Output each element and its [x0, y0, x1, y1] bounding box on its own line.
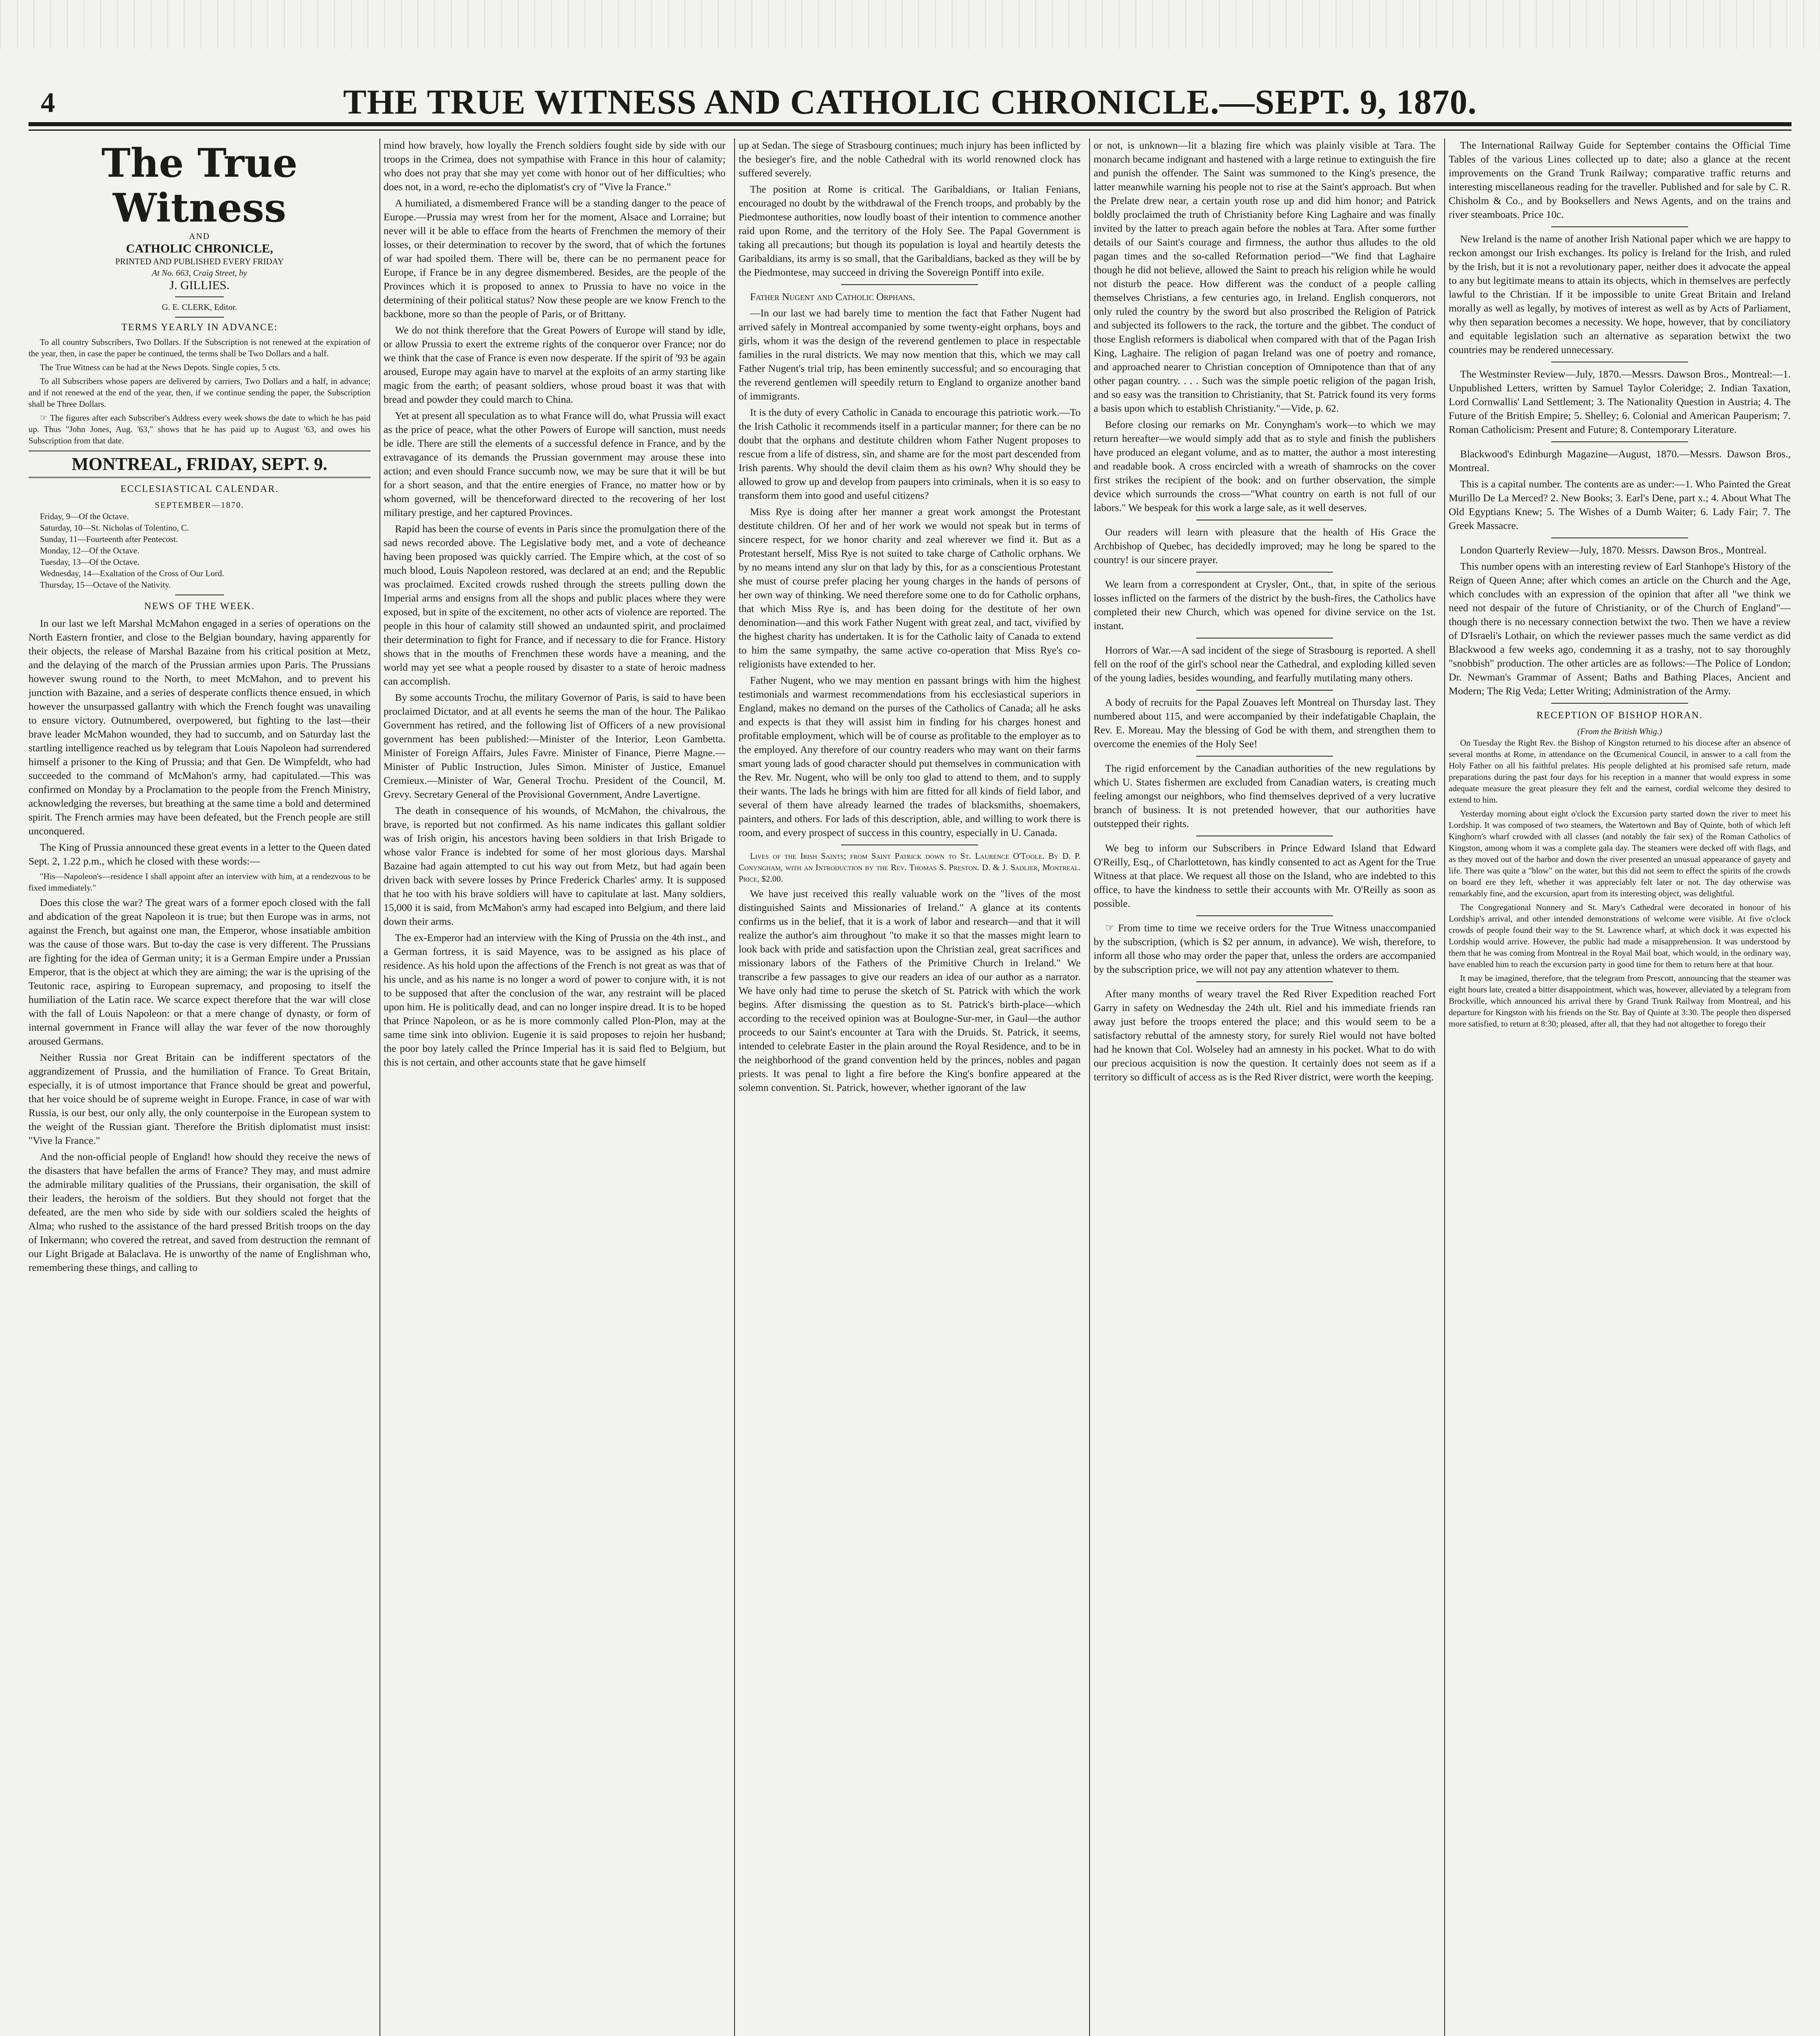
- divider: [175, 296, 224, 297]
- article-paragraph: After many months of weary travel the Red River Expedition reached Fort Garry in safety on Wednesday the 24th ult. Riel and his immediate friends ran away just before the troops entered the place; and this would seem to be a satisfactory rebuttal of the amnesty story, for surely Riel would not have bolted had he known that Col. Wolseley had an amnesty in his pocket. What to do with our precious acquisition is now the question. It certainly does not seem as if a territory so difficult of access as is the Red River district, were worth the keeping.: [1094, 988, 1436, 1083]
- article-paragraph: This number opens with an interesting review of Earl Stanhope's History of the Reign of Queen Anne; after which comes an article on the Church and the Age, which concludes with an expression of the opinion that after all "we think we need not despair of the future of Christianity, or of the Church of England"—though there is no necessary connection betwixt the two. Then we have a review of D'Israeli's Lothair, on which the reviewer passes much the same verdict as did Blackwood a few weeks ago, condemning it as a trashy, not to say thoroughly "snobbish" production. The other articles are as follows:—The Police of London; Dr. Newman's Grammar of Assent; Baths and Bathing Places, Ancient and Modern; The Rig Veda; Letter Writing; Administration of the Army.: [1449, 560, 1791, 697]
- nugent-heading: Father Nugent and Catholic Orphans.: [750, 291, 915, 303]
- terms-paragraph: The True Witness can be had at the News Depots. Single copies, 5 cts.: [40, 362, 281, 372]
- article-paragraph: It may be imagined, therefore, that the telegram from Prescott, announcing that the steamer was eight hours late, created a bitter disappointment, which was, however, alleviated by a telegram from Brockville, which announced his arrival there by Grand Trunk Railway from Montreal, and his departure for Kingston with his friends on the Str. Bay of Quinte at 3:30. The people then dispersed more satisfied, to return at 8:30; pleased, after all, that they had not altogether to forego their: [1449, 973, 1791, 1029]
- columns: [29, 138, 1791, 2036]
- calendar-item: Tuesday, 13—Of the Octave.: [40, 557, 140, 567]
- terms-block: [29, 336, 371, 446]
- calendar-month: SEPTEMBER—1870.: [155, 500, 244, 510]
- quoted-telegram: "His—Napoleon's—residence I shall appoint after an interview with him, at a rendezvous to be fixed immediately.": [29, 871, 371, 893]
- nameplate-and: AND: [189, 231, 210, 241]
- terms-paragraph: ☞ The figures after each Subscriber's Address every week shows the date to which he has paid up. Thus "John Jones, Aug. '63," shows that he has paid up to August '63, and owes his Subscription from that date.: [29, 413, 371, 445]
- article-paragraph: Does this close the war? The great wars of a former epoch closed with the fall and abdication of the great Napoleon it is true; but then Europe was in arms, not against the French, but against one man, the Emperor, whose insatiable ambition was the cause of those wars. But to-day the case is very different. The Prussians are fighting for the idea of German unity; it is a German Empire under a Prussian Emperor, that is the object at which they are aiming; the war is the uprising of the Teutonic race, aspiring to European supremacy, and proposing to itself the humiliation of the Latin race. We scarce expect therefore that the war will close with the fall of Louis Napoleon: or that a mere change of dynasty, or form of internal government in France will allay the war fever of the now thoroughly aroused Germans.: [29, 897, 371, 1047]
- newspaper-title: THE TRUE WITNESS AND CATHOLIC CHRONICLE.—SEPT. 9, 1870.: [343, 82, 1477, 121]
- publisher-address: At No. 663, Craig Street, by: [152, 268, 247, 278]
- article-paragraph: On Tuesday the Right Rev. the Bishop of Kingston returned to his diocese after an absence of several months at Rome, in attendance on the Œcumenical Council, in answer to a call from the Holy Father on all his faithful prelates. His people delighted at his promised safe return, made preparations during the past four days for his reception in a manner that would express in some adequate measure the great pleasure they felt and the earnest, cordial welcome they desired to extend to him.: [1449, 738, 1791, 805]
- column-5: [1449, 138, 1791, 2036]
- reception-source: (From the British Whig.): [1577, 726, 1662, 736]
- reception-heading: RECEPTION OF BISHOP HORAN.: [1536, 710, 1703, 721]
- divider: [841, 284, 978, 285]
- article-paragraph: By some accounts Trochu, the military Governor of Paris, is said to have been proclaimed Dictator, and at all events he seems the man of the hour. The Palikao Government has retired, and the following list of Officers of a new provisional government has been published:—Minister of the Interior, Leon Gambetta. Minister of Foreign Affairs, Jules Favre. Minister of Finance, Pierre Magne.—Minister of Public Instruction, Jules Simon. Minister of Justice, Emanuel Cremieux.—Minister of War, General Trochu. President of the Council, M. Grevy. Secretary General of the Provisional Government, Andre Lavertigne.: [384, 691, 726, 800]
- dateline: MONTREAL, FRIDAY, SEPT. 9.: [29, 450, 371, 478]
- article-paragraph: The ex-Emperor had an interview with the King of Prussia on the 4th inst., and a German fortress, it is said Mayence, was to be assigned as his place of residence. As his hold upon the affections of the French is not great as was that of his uncle, and as his name is no longer a word of power to conjure with, it is not to be supposed that after the conclusion of the war, any restraint will be placed upon him. He is politically dead, and can no longer inspire dread. It is to be hoped that Prince Napoleon, or as he is more commonly called Plon-Plon, may at the same time sink into oblivion. Eugenie it is said proposes to rejoin her husband; the poor boy lately called the Prince Imperial has it is said fled to Belgium, but this is not certain, and other accounts state that he gave himself: [384, 932, 726, 1068]
- divider: [175, 317, 224, 318]
- article-paragraph: —In our last we had barely time to mention the fact that Father Nugent had arrived safely in Montreal accompanied by some twenty-eight orphans, boys and girls, whom it was the design of the reverend gentlemen to place in respectable families in the rural districts. We may now mention that this, which we may call Father Nugent's trial trip, has been eminently successful; and so encouraging that the reverend gentlemen will speedily return to England to organize another band of immigrants.: [739, 307, 1081, 402]
- divider: [1196, 572, 1333, 573]
- article-paragraph: This is a capital number. The contents are as under:—1. Who Painted the Great Murillo De La Merced? 2. New Books; 3. Earl's Dene, part x.; 4. About What The Old Egyptians Knew; 5. The Wishes of a Dumb Waiter; 6. Lady Fair; 7. The Greek Massacre.: [1449, 478, 1791, 531]
- article-paragraph: We learn from a correspondent at Crysler, Ont., that, in spite of the serious losses inflicted on the farmers of the district by the bush-fires, the Catholics have completed their new Church, which was opened for divine service on the 1st. instant.: [1094, 578, 1436, 632]
- terms-heading: TERMS YEARLY IN ADVANCE:: [121, 322, 278, 333]
- article-paragraph: The death in consequence of his wounds, of McMahon, the chivalrous, the brave, is reported but not confirmed. As his name indicates this gallant soldier was of Irish origin, his ancestors having been soldiers in that Irish Brigade to whose valor France is indebted for some of her most glorious days. Marshal Bazaine had again attempted to cut his way out from Metz, but had again been driven back with severe losses by Prince Frederick Charles' army. It is supposed that he too with his brave soldiers will have to capitulate at last. Many soldiers, 15,000 it is said, from McMahon's army had escaped into Belgium, and there laid down their arms.: [384, 805, 726, 927]
- article-paragraph: The International Railway Guide for September contains the Official Time Tables of the various Lines collected up to date; also a glance at the recent improvements on the Grand Trunk Railway; comparative traffic returns and interesting miscellaneous reading for the traveller. Published and for sale by C. R. Chisholm & Co., and by Booksellers and News Agents, and on the trains and river steamboats. Price 10c.: [1449, 139, 1791, 220]
- terms-paragraph: To all country Subscribers, Two Dollars. If the Subscription is not renewed at the expiration of the year, then, in case the paper be continued, the terms shall be Two Dollars and a half.: [29, 337, 371, 358]
- article-paragraph: The Westminster Review—July, 1870.—Messrs. Dawson Bros., Montreal:—1. Unpublished Letters, written by Samuel Taylor Coleridge; 2. Indian Taxation, Lord Cornwallis' Land Settlement; 3. The Nationality Question in Austria; 4. The Future of the British Empire; 5. Shelley; 6. Colonial and American Pauperism; 7. Roman Catholicism: Present and Future; 8. Contemporary Literature.: [1449, 368, 1791, 435]
- page-header: [29, 83, 1791, 120]
- article-paragraph: Our readers will learn with pleasure that the health of His Grace the Archbishop of Quebec, has decidedly improved; may he long be spared to the country! is our sincere prayer.: [1094, 526, 1436, 566]
- calendar-item: Monday, 12—Of the Octave.: [40, 546, 140, 555]
- divider: [1196, 915, 1333, 916]
- column-2: [384, 138, 726, 2036]
- article-paragraph: London Quarterly Review—July, 1870. Messrs. Dawson Bros., Montreal.: [1460, 544, 1767, 556]
- article-paragraph: Rapid has been the course of events in Paris since the promulgation there of the sad news recorded above. The Legislative body met, and a vote of decheance having been proposed was quickly carried. The Empire which, at the cost of so much blood, Louis Napoleon restored, was declared at an end; and the Republic was proclaimed. Excited crowds rushed through the streets pulling down the Imperial arms and ensigns from all the shops and public places where they were exposed, but in spite of the excitement, no other acts of violence are reported. The people in this hour of calamity still showed an undaunted spirit, and proclaimed their determination to fight for France, and if necessary to die for France. History shows that in the mouths of Frenchmen these words have a meaning, and the world may yet see what a people roused by disaster to a state of heroic madness can accomplish.: [384, 523, 726, 687]
- column-rule: [1444, 138, 1445, 2036]
- nameplate-subtitle: CATHOLIC CHRONICLE,: [126, 242, 273, 255]
- terms-paragraph: To all Subscribers whose papers are delivered by carriers, Two Dollars and a half, in advance; and if not renewed at the end of the year, then, if we continue sending the paper, the Subscription shall be Three Dollars.: [29, 376, 371, 409]
- nameplate: The True Witness: [101, 140, 298, 231]
- article-paragraph: or not, is unknown—lit a blazing fire which was plainly visible at Tara. The monarch became indignant and hastened with a large retinue to extinguish the fire and punish the offender. The Saint was summoned to the King's presence, the latter meanwhile warning his people not to rise at the Saint's approach. But when the Prelate drew near, a certain youth rose up and did him honor; and Patrick boldly proclaimed the truth of Christianity before King Laghaire and was finally invited by the latter to preach again before the nobles at Tara. After some further details of our Saint's courage and firmness, the author thus alludes to the old pagan times and the so-called Reformation period—"We find that Laghaire though he did not believe, allowed the Saint to preach his religion while he would not disturb the peace. How different was the conduct of a people calling themselves Christians, a few centuries ago, in Ireland. English conquerors, not only ruled the country by the sword but also proscribed the Religion of Patrick and subjected its followers to the rack, the torture and the gibbet. The conduct of those English reformers is diabolical when compared with that of the Pagan Irish King, Laghaire. The religion of pagan Ireland was one of poetry and romance, and approached nearer to Christian conception of Omnipotence than that of any other pagan country. . . . Such was the simple poetic religion of the pagan Irish, and so easy was the transition to Christianity, that St. Patrick found its very forms a basis upon which to establish Christianity."—Vide, p. 62.: [1094, 139, 1436, 414]
- article-paragraph: The rigid enforcement by the Canadian authorities of the new regulations by which U. States fishermen are excluded from Canadian waters, is creating much feeling amongst our neighbors, who find themselves deprived of a very lucrative branch of business. It is not pretended however, that our authorities have outstepped their rights.: [1094, 762, 1436, 829]
- article-paragraph: And the non-official people of England! how should they receive the news of the disasters that have befallen the arms of France? They may, and must admire the admirable military qualities of the Prussians, their organisation, the skill of their leaders, the heroism of the soldiers. But they should not forget that the defeated, are the men who side by side with our soldiers scaled the heights of Alma; who rushed to the assistance of the hard pressed British troops on the day of Inkermann; who covered the retreat, and saved from destruction the remnant of our Light Brigade at Balaclava. He is unworthy of the name of Englishman who, remembering these things, and calling to: [29, 1151, 371, 1273]
- page-number: 4: [41, 87, 55, 118]
- column-1: [29, 138, 371, 2036]
- publisher-name: J. GILLIES.: [169, 279, 230, 292]
- calendar-item: Saturday, 10—St. Nicholas of Tolentino, C.: [40, 523, 189, 533]
- calendar-item: Thursday, 15—Octave of the Nativity.: [40, 580, 171, 590]
- header-rule-thick: [29, 122, 1791, 126]
- article-paragraph: Miss Rye is doing after her manner a great work amongst the Protestant destitute children. Of her and of her work we would not speak but in terms of sincere respect, for we honor charity and zeal wherever we find it. But as a Protestant herself, Miss Rye is not suited to take charge of Catholic orphans. We by no means intend any slur on that lady by this, for as a conscientious Protestant she must of course prefer placing her young charges in the hands of persons of her own way of thinking. We need therefore some one to do for Catholic orphans, that which Miss Rye is, and has been doing for the destitute of her own denomination—and this work Father Nugent with great zeal, and tact, vivified by the highest charity has undertaken. It is for the Catholic laity of Canada to extend to him the same sympathy, the same active co-operation that Miss Rye's co-religionists have extended to her.: [739, 506, 1081, 670]
- article-paragraph: Horrors of War.—A sad incident of the siege of Strasbourg is reported. A shell fell on the roof of the girl's school near the Cathedral, and exploding killed seven of the young ladies, besides wounding, and fearfully mutilating many others.: [1094, 644, 1436, 684]
- calendar-item: Friday, 9—Of the Octave.: [40, 511, 129, 521]
- calendar-list: [29, 511, 371, 590]
- article-paragraph: Yet at present all speculation as to what France will do, what Prussia will exact as the price of peace, what the other Powers of Europe will sanction, must needs be idle. There are still the elements of a successful defence in France, and by the extravagance of its demands the Prussian government may arouse these into action; and even should France succumb now, we may be sure that it will be but for a short season, and that the entire energies of France, no matter how or by whom governed, will be thenceforward directed to the recovering of her lost military prestige, and her captured Provinces.: [384, 410, 726, 518]
- article-paragraph: The position at Rome is critical. The Garibaldians, or Italian Fenians, encouraged no doubt by the withdrawal of the French troops, and probably by the Piedmontese authorities, now loudly boast of their intention to commence another raid upon Rome, and the territory of the Holy See. The Papal Government is taking all precautions; but though its population is loyal and heartily detests the Garibaldians, its army is so small, that the Garibaldians, backed as they will be by the Piedmontese, may succeed in driving the Sovereign Pontiff into exile.: [739, 183, 1081, 278]
- article-paragraph: A body of recruits for the Papal Zouaves left Montreal on Thursday last. They numbered about 115, and were accompanied by their indefatigable Chaplain, the Rev. E. Moreau. May the blessing of God be with them, and strengthen them to overcome the enemies of the Holy See!: [1094, 696, 1436, 750]
- article-paragraph: New Ireland is the name of another Irish National paper which we are happy to reckon amongst our Irish exchanges. Its policy is Ireland for the Irish, and ruled by the Irish, but it is not a revolutionary paper, neither does it advocate the appeal to any but legitimate means to attain its objects, which in themselves are perfectly lawful to the Christian. If it be impossible to unite Great Britain and Ireland morally as well as legally, by motives of interest as well as by Acts of Parliament, why then separation becomes a necessity. We hope, however, that by conciliatory and equitable legislation such an alternative as separation betwixt the two countries may be rendered unnecessary.: [1449, 233, 1791, 355]
- article-paragraph: A humiliated, a dismembered France will be a standing danger to the peace of Europe.—Prussia may wrest from her for the moment, Alsace and Lorraine; but never will it be able to efface from the hearts of Frenchmen the memory of their losses, or their determination to recover by the sword, that of which the fortunes of war had spoiled them. There will be, there can be no permanent peace for Europe, if France be in any degree dismembered. Besides, are the people of the Provinces which it is proposed to annex to Prussia to have no voice in the determining of their political status? Now these people are we know French to the backbone, more so than the people of Paris, or of Brittany.: [384, 197, 726, 320]
- news-heading: NEWS OF THE WEEK.: [144, 601, 255, 612]
- top-edge-speckle: [0, 0, 1820, 49]
- divider: [1551, 703, 1688, 704]
- article-paragraph: Before closing our remarks on Mr. Conyngham's work—to which we may return hereafter—we would simply add that as to style and finish the publishers have produced an elegant volume, and as to matter, the author a most interesting and readable book. A cross encircled with a wreath of shamrocks on the cover first strikes the recipient of the book: and on further observation, the simple device which surrounds the cross—"What country on earth is not full of our labors." We bespeak for this work a large sale, as it well deserves.: [1094, 419, 1436, 513]
- column-4: [1094, 138, 1436, 2036]
- article-paragraph: Neither Russia nor Great Britain can be indifferent spectators of the aggrandizement of Prussia, and the humiliation of France. To Great Britain, especially, it is of utmost importance that France should be great and powerful, that her voice should be of supreme weight in Europe. France, in case of war with Russia, is our best, our only ally, the only counterpoise in the European system to the weight of the Russian giant. Therefore the British diplomatist must insist: "Vive la France.": [29, 1051, 371, 1146]
- article-paragraph: In our last we left Marshal McMahon engaged in a series of operations on the North Eastern frontier, and close to the Belgian boundary, having apparently for their objects, the release of Marshal Bazaine from his critical position at Metz, and the delaying of the march of the Prussian armies upon Paris. The Prussians however swung round to the North, to meet McMahon, and to prevent his junction with Bazaine, and a series of desperate conflicts thence ensued, in which however the unsurpassed gallantry with which the French fought was unavailing to ensure victory. Outnumbered, overpowered, but fighting to the last—their brave leader McMahon wounded, they had to succumb, and on Saturday last the startling intelligence reached us by telegram that Louis Napoleon had surrendered himself a prisoner to the King of Prussia; and that Gen. De Wimpfeldt, who had succeeded to the command of McMahon's army, had capitulated.—This was confirmed on Monday by a Proclamation to the people from the French Ministry, acknowledging the reverses, but breathing at the same time a bold and determined spirit. The French armies may have been defeated, but the French people are still unconquered.: [29, 617, 371, 837]
- column-rule: [379, 138, 380, 2036]
- article-paragraph: We have just received this really valuable work on the "lives of the most distinguished Saints and Missionaries of Ireland." A glance at its contents confirms us in the belief, that it is a work of labor and research—and that it will realize the author's aim throughout "to make it so that the masses might learn to look back with pride and satisfaction upon the Christian zeal, great sacrifices and missionary labors of the Fathers of the Primitive Church in Ireland." We transcribe a few passages to give our readers an idea of our author as a narrator. We have only had time to peruse the sketch of St. Patrick with which the work begins. After dismissing the question as to St. Patrick's birth-place—which according to the received opinion was at Boulogne-Sur-mer, in Gaul—the author proceeds to our Saint's encounter at Tara with the Druids. St. Patrick, it seems, intended to celebrate Easter in the plain around the Royal Residence, and to be in the neighborhood of the grand convention held by the princes, nobles and pagan priests. It was penal to light a fire before the King's bonfire appeared at the solemn convention. St. Patrick, however, whether ignorant of the law: [739, 888, 1081, 1093]
- article-paragraph: up at Sedan. The siege of Strasbourg continues; much injury has been inflicted by the besieger's fire, and the noble Cathedral with its world renowned clock has suffered severely.: [739, 139, 1081, 179]
- divider: [1196, 981, 1333, 982]
- calendar-item: Wednesday, 14—Exaltation of the Cross of Our Lord.: [40, 568, 224, 578]
- article-paragraph: The King of Prussia announced these great events in a letter to the Queen dated Sept. 2, 1.22 p.m., which he closed with these words:—: [29, 841, 371, 867]
- article-paragraph: The Congregational Nunnery and St. Mary's Cathedral were decorated in honour of his Lordship's arrival, and other intended demonstrations of welcome were visible. At five o'clock crowds of people found their way to the St. Lawrence wharf, at which dock it was expected his Lordship would arrive. However, the public had made a misapprehension. It was understood by them that he was coming from Montreal in the Royal Mail boat, which would, in the ordinary way, have enabled him to reach the excursion party in good time for them to return here at that hour.: [1449, 902, 1791, 969]
- divider: [1196, 690, 1333, 691]
- divider: [1551, 226, 1688, 227]
- column-3: [739, 138, 1081, 2036]
- divider: [1196, 756, 1333, 757]
- article-paragraph: We do not think therefore that the Great Powers of Europe will stand by idle, or allow Prussia to exert the extreme rights of the conqueror over France; nor do we think that the case of France is even now desperate. If the spirit of '93 be again aroused, Europe may again have to marvel at the exploits of an army starting like magic from the earth; of peasant soldiers, whose proud boast it was that with bread and powder they could march to China.: [384, 324, 726, 405]
- article-paragraph: We beg to inform our Subscribers in Prince Edward Island that Edward O'Reilly, Esq., of Charlottetown, has kindly consented to act as Agent for the True Witness at that place. We request all those on the Island, who are indebted to this office, to have the kindness to settle their accounts with Mr. O'Reilly as soon as possible.: [1094, 842, 1436, 909]
- book-review-heading: Lives of the Irish Saints; from Saint Patrick down to St. Laurence O'Toole. By D. P. Conyngham, with an Introduction by the Rev. Thomas S. Preston. D. & J. Sadlier, Montreal. Price, $2.00.: [739, 851, 1081, 884]
- column-rule: [734, 138, 735, 2036]
- printed-line: PRINTED AND PUBLISHED EVERY FRIDAY: [115, 257, 284, 266]
- calendar-heading: ECCLESIASTICAL CALENDAR.: [120, 484, 279, 494]
- article-paragraph: It is the duty of every Catholic in Canada to encourage this patriotic work.—To the Irish Catholic it recommends itself in a particular manner; for there can be no doubt that the orphans and destitute children whom Father Nugent proposes to rescue from a life of distress, sin, and shame are for the most part descended from Irish parents. Why should the devil claim them as his own? Why should they be allowed to grow up and develop from paupers into criminals, when it is so easy to transform them into good and useful citizens?: [739, 406, 1081, 501]
- header-rule-thin: [29, 129, 1791, 131]
- divider: [1551, 441, 1688, 442]
- article-paragraph: Father Nugent, who we may mention en passant brings with him the highest testimonials and warmest recommendations from his ecclesiastical superiors in England, makes no demand on the purses of the Catholics of Canada; all he asks and expects is that they will assist him in finding for his charges honest and profitable employment, which will be of course as profitable to the employer as to the employed. Any therefore of our country readers who may want on their farms smart young lads of good character should put themselves in communication with the Rev. Mr. Nugent, who will be only too glad to attend to them, and to supply their wants. The lads he brings with him are fitted for all kinds of field labor, and several of them have already learned the trades of blacksmiths, shoemakers, painters, and others. For lads of this description, able, and willing to work there is room, and every prospect of success in this country, especially in U. Canada.: [739, 674, 1081, 838]
- calendar-item: Sunday, 11—Fourteenth after Pentecost.: [40, 534, 178, 544]
- article-paragraph: Blackwood's Edinburgh Magazine—August, 1870.—Messrs. Dawson Bros., Montreal.: [1449, 448, 1791, 474]
- article-paragraph: ☞ From time to time we receive orders for the True Witness unaccompanied by the subscription, (which is $2 per annum, in advance). We wish, therefore, to inform all those who may order the paper that, unless the orders are accompanied by the subscription price, we will not pay any attention whatever to them.: [1094, 922, 1436, 975]
- article-paragraph: mind how bravely, how loyally the French soldiers fought side by side with our troops in the Crimea, does not sympathise with France in this hour of calamity; who does not pray that she may yet come with honor out of her difficulties; who does not, in a word, re-echo the diplomatist's cry of "Vive la France.": [384, 139, 726, 193]
- column-rule: [1089, 138, 1090, 2036]
- article-paragraph: Yesterday morning about eight o'clock the Excursion party started down the river to meet his Lordship. It was composed of two steamers, the Watertown and Bay of Quinte, both of which left Kinghorn's wharf crowded with all classes (and notably the fair sex) of the Roman Catholics of Kingston, among whom it was a complete gala day. The steamers were decked off with flags, and as they moved out of the harbor and down the river presented an unusual appearance of gayety and life. There was quite a "blow" on the water, but this did not seem to effect the spirits of the crowds on board ere they left, whether it was appreciably felt later or not. The day otherwise was remarkably fine, and the excursion, apart from its interesting object, was delightful.: [1449, 809, 1791, 898]
- editor-line: G. E. CLERK, Editor.: [162, 302, 237, 312]
